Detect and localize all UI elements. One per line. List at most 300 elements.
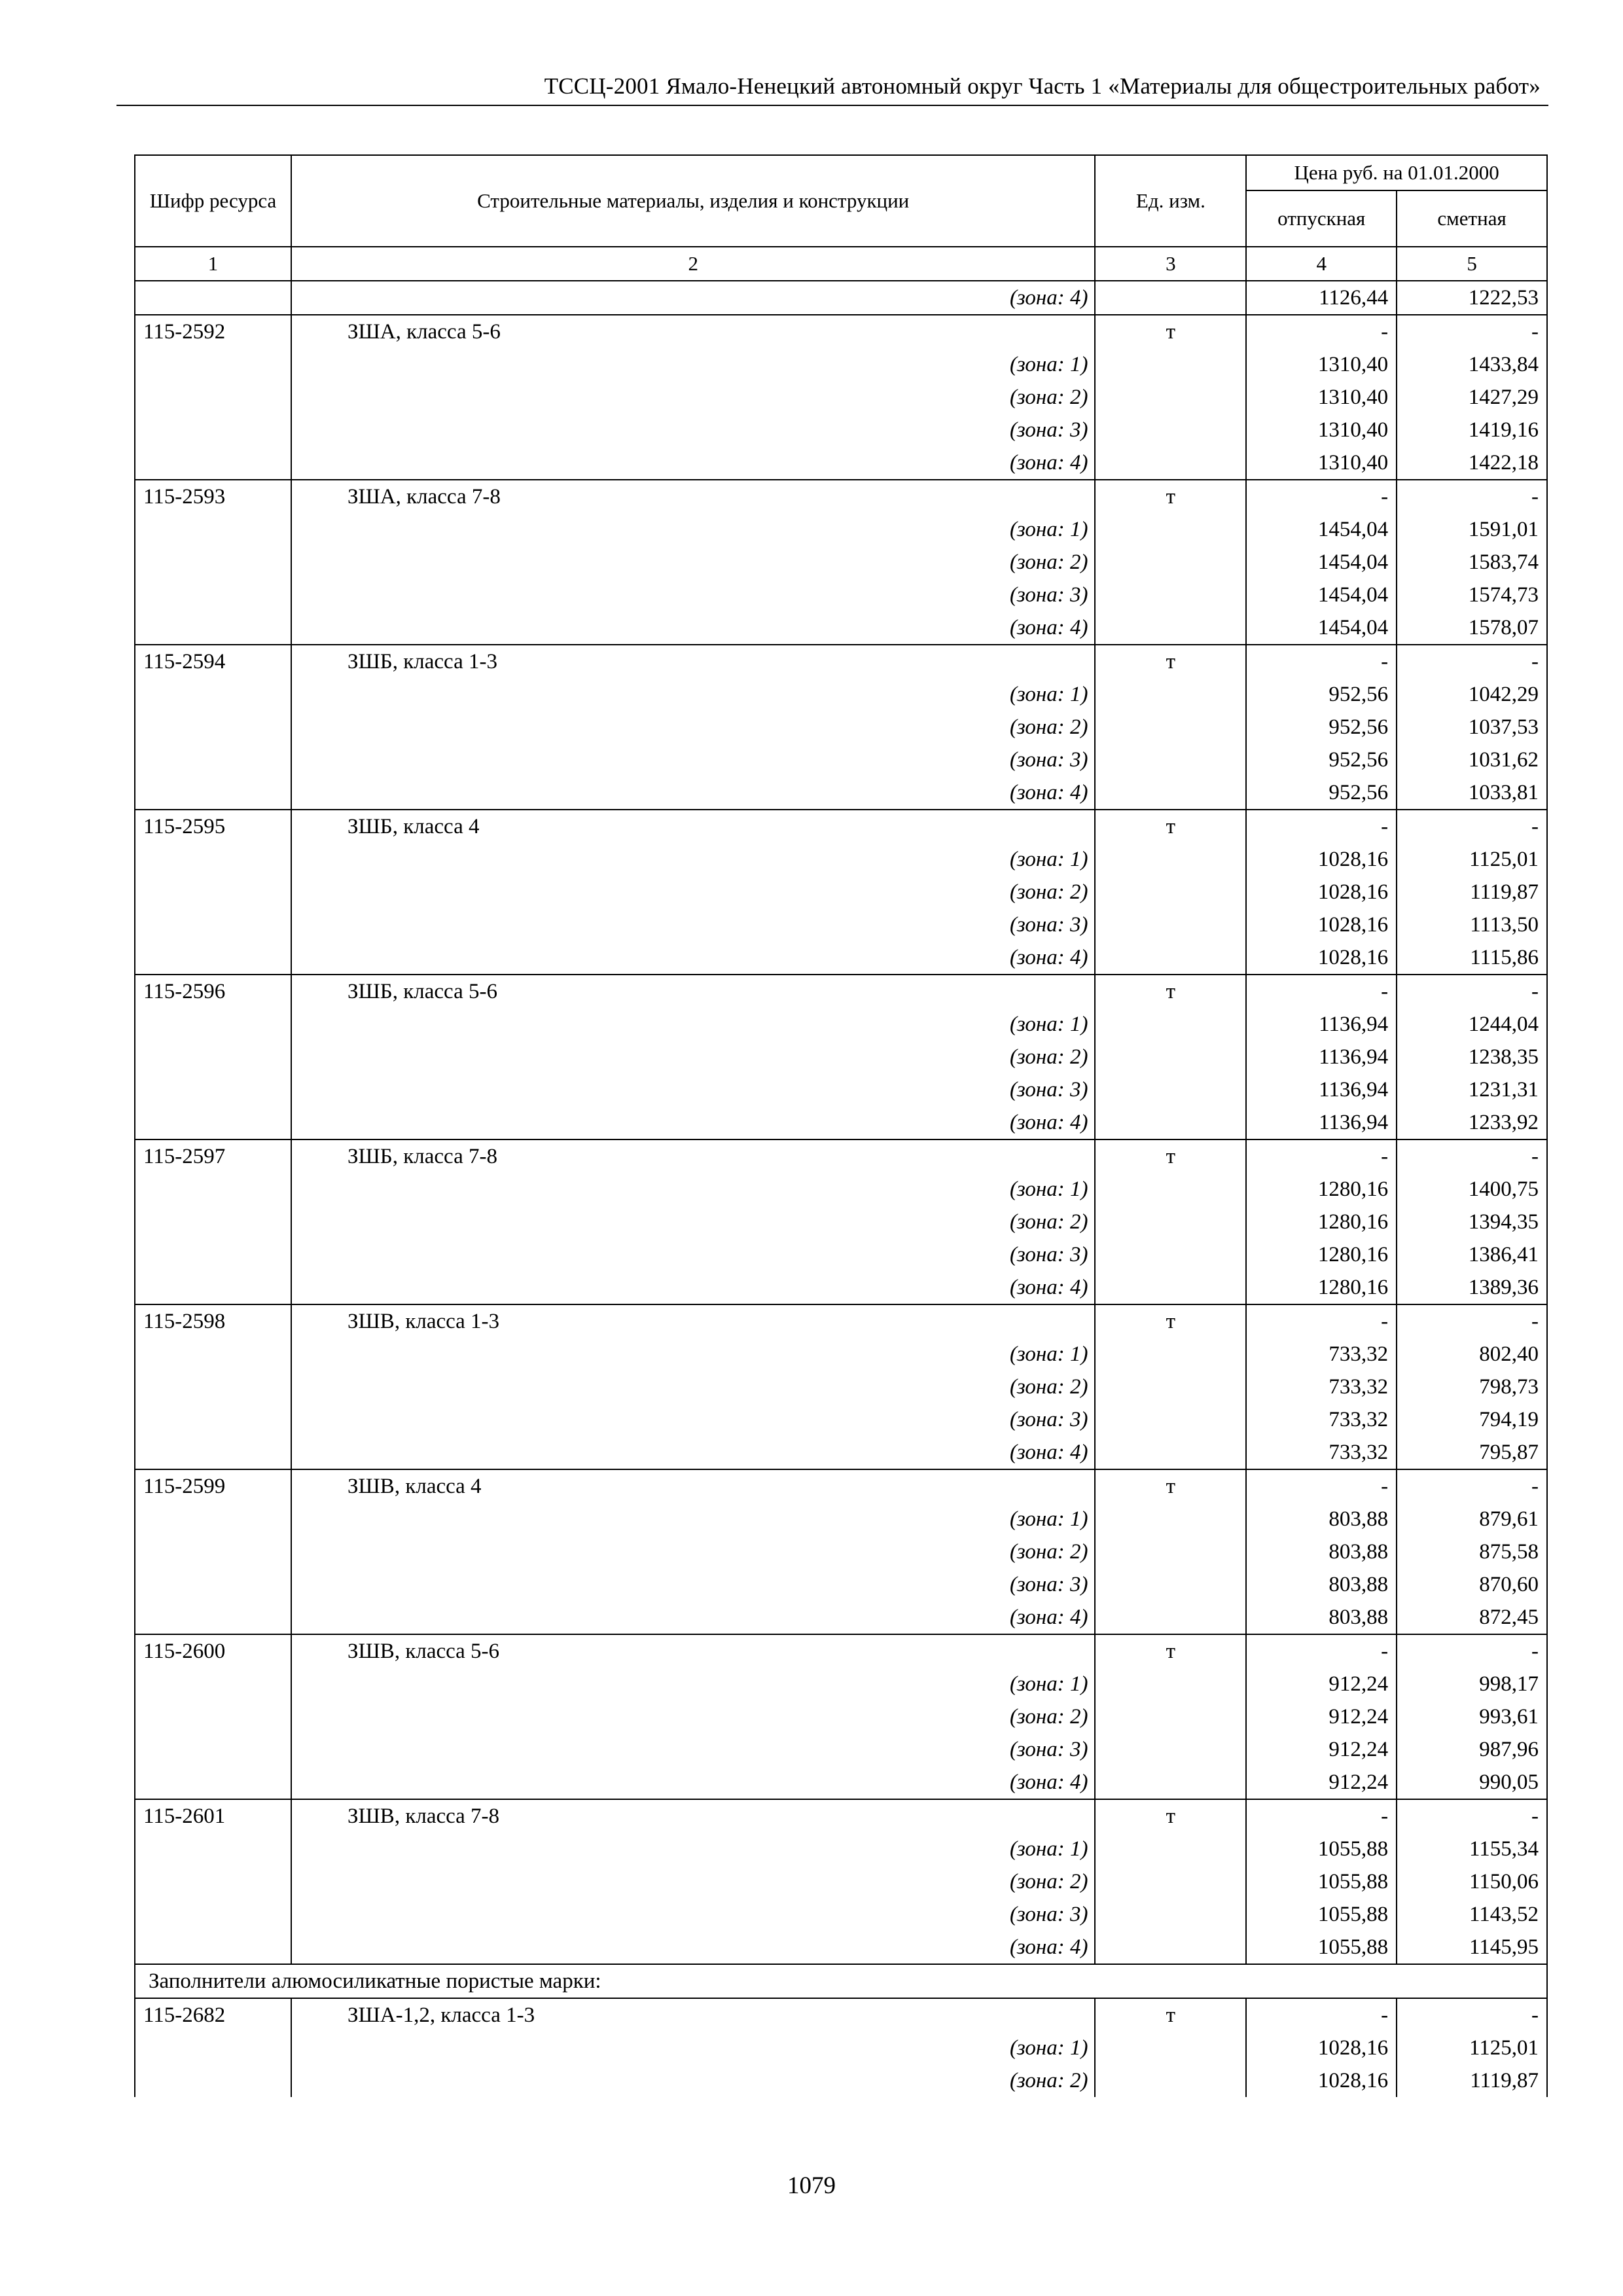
unit: т [1095,1799,1246,1833]
estimate-price: 798,73 [1397,1371,1547,1403]
zone-row [135,1106,1547,1139]
release-price: - [1246,1304,1397,1338]
unit [1095,678,1246,711]
unit [1095,941,1246,975]
material-name: ЗША, класса 7-8 [291,480,1095,513]
unit: т [1095,975,1246,1008]
zone-label: (зона: 4) [291,446,1095,480]
resource-code [135,1073,291,1106]
zone-row [135,1733,1547,1766]
release-price: - [1246,1469,1397,1503]
material-name: ЗШБ, класса 7-8 [291,1139,1095,1173]
header-release: отпускная [1246,190,1397,247]
zone-label: (зона: 4) [291,611,1095,645]
zone-label: (зона: 2) [291,546,1095,579]
unit [1095,579,1246,611]
estimate-price: 1119,87 [1397,2064,1547,2097]
estimate-price: 1115,86 [1397,941,1547,975]
estimate-price: - [1397,1139,1547,1173]
zone-label: (зона: 4) [291,1766,1095,1799]
estimate-price: - [1397,1998,1547,2032]
header-rule [116,105,1548,106]
release-price: 1310,40 [1246,348,1397,381]
estimate-price: 1386,41 [1397,1238,1547,1271]
resource-code [135,446,291,480]
zone-label: (зона: 2) [291,1535,1095,1568]
material-name: ЗШВ, класса 4 [291,1469,1095,1503]
estimate-price: 879,61 [1397,1503,1547,1535]
release-price: 1126,44 [1246,281,1397,315]
zone-label: (зона: 4) [291,1601,1095,1634]
release-price: 1280,16 [1246,1271,1397,1304]
material-name: ЗШБ, класса 5-6 [291,975,1095,1008]
resource-code [135,281,291,315]
resource-code [135,1568,291,1601]
release-price: 952,56 [1246,678,1397,711]
estimate-price: 872,45 [1397,1601,1547,1634]
unit [1095,281,1246,315]
zone-label: (зона: 1) [291,513,1095,546]
unit [1095,1535,1246,1568]
zone-label: (зона: 1) [291,1338,1095,1371]
resource-code [135,579,291,611]
resource-code [135,414,291,446]
estimate-price: 1155,34 [1397,1833,1547,1865]
release-price: 952,56 [1246,776,1397,810]
column-number: 4 [1246,247,1397,281]
unit [1095,1041,1246,1073]
zone-row [135,1668,1547,1700]
unit [1095,381,1246,414]
estimate-price: - [1397,975,1547,1008]
item-row [135,1799,1547,1833]
unit [1095,2032,1246,2064]
item-row [135,975,1547,1008]
zone-label: (зона: 2) [291,1041,1095,1073]
estimate-price: 987,96 [1397,1733,1547,1766]
zone-row [135,1238,1547,1271]
zone-row [135,941,1547,975]
zone-row [135,2064,1547,2097]
resource-code [135,843,291,876]
release-price: 912,24 [1246,1733,1397,1766]
release-price: 912,24 [1246,1766,1397,1799]
zone-row [135,1568,1547,1601]
zone-label: (зона: 2) [291,1700,1095,1733]
zone-label: (зона: 2) [291,381,1095,414]
release-price: - [1246,975,1397,1008]
release-price: - [1246,480,1397,513]
material-name: ЗША-1,2, класса 1-3 [291,1998,1095,2032]
resource-code [135,1106,291,1139]
estimate-price: - [1397,480,1547,513]
unit: т [1095,480,1246,513]
zone-row [135,381,1547,414]
zone-row [135,1700,1547,1733]
release-price: 803,88 [1246,1568,1397,1601]
zone-row [135,1338,1547,1371]
estimate-price: 1244,04 [1397,1008,1547,1041]
resource-code [135,1601,291,1634]
release-price: 1028,16 [1246,2032,1397,2064]
header-name: Строительные материалы, изделия и конструкции [291,155,1095,247]
zone-row [135,776,1547,810]
estimate-price: 1125,01 [1397,843,1547,876]
release-price: 1028,16 [1246,876,1397,908]
estimate-price: - [1397,315,1547,348]
unit [1095,711,1246,744]
unit [1095,1206,1246,1238]
unit [1095,1833,1246,1865]
resource-code [135,908,291,941]
item-row [135,480,1547,513]
release-price: 1310,40 [1246,414,1397,446]
release-price: 952,56 [1246,744,1397,776]
resource-code: 115-2597 [135,1139,291,1173]
resource-code [135,611,291,645]
unit [1095,1568,1246,1601]
resource-code [135,1041,291,1073]
release-price: 1028,16 [1246,843,1397,876]
zone-row [135,711,1547,744]
resource-code [135,776,291,810]
zone-row [135,1865,1547,1898]
estimate-price: 1233,92 [1397,1106,1547,1139]
price-table [134,154,1548,2097]
zone-label: (зона: 3) [291,1733,1095,1766]
zone-row [135,1535,1547,1568]
unit: т [1095,1304,1246,1338]
unit [1095,1106,1246,1139]
unit [1095,1931,1246,1964]
estimate-price: - [1397,1304,1547,1338]
resource-code: 115-2600 [135,1634,291,1668]
zone-row [135,1073,1547,1106]
item-row [135,645,1547,678]
unit [1095,776,1246,810]
resource-code [135,1668,291,1700]
release-price: 733,32 [1246,1338,1397,1371]
resource-code [135,1833,291,1865]
release-price: 1055,88 [1246,1833,1397,1865]
zone-label: (зона: 3) [291,1238,1095,1271]
release-price: 1055,88 [1246,1898,1397,1931]
zone-row [135,513,1547,546]
resource-code: 115-2601 [135,1799,291,1833]
unit [1095,611,1246,645]
release-price: 1055,88 [1246,1865,1397,1898]
zone-label: (зона: 1) [291,1503,1095,1535]
release-price: 803,88 [1246,1535,1397,1568]
zone-row [135,1503,1547,1535]
unit [1095,1173,1246,1206]
resource-code [135,2032,291,2064]
zone-row [135,1601,1547,1634]
resource-code [135,348,291,381]
estimate-price: 1574,73 [1397,579,1547,611]
unit [1095,446,1246,480]
zone-row [135,1898,1547,1931]
release-price: 1310,40 [1246,381,1397,414]
estimate-price: 1143,52 [1397,1898,1547,1931]
resource-code: 115-2596 [135,975,291,1008]
estimate-price: - [1397,1634,1547,1668]
resource-code [135,1535,291,1568]
zone-label: (зона: 3) [291,414,1095,446]
release-price: - [1246,810,1397,843]
zone-label: (зона: 4) [291,1436,1095,1469]
release-price: 912,24 [1246,1700,1397,1733]
release-price: 1454,04 [1246,611,1397,645]
header-code: Шифр ресурса [135,155,291,247]
unit [1095,1008,1246,1041]
estimate-price: - [1397,1469,1547,1503]
estimate-price: - [1397,810,1547,843]
zone-row [135,1206,1547,1238]
release-price: 1280,16 [1246,1173,1397,1206]
zone-label: (зона: 2) [291,1371,1095,1403]
release-price: 1136,94 [1246,1008,1397,1041]
estimate-price: 1145,95 [1397,1931,1547,1964]
zone-label: (зона: 2) [291,876,1095,908]
zone-label: (зона: 3) [291,908,1095,941]
estimate-price: 1422,18 [1397,446,1547,480]
item-row [135,810,1547,843]
estimate-price: 1033,81 [1397,776,1547,810]
zone-label: (зона: 1) [291,843,1095,876]
resource-code [135,941,291,975]
column-number: 2 [291,247,1095,281]
unit [1095,414,1246,446]
page-number: 1079 [787,2172,836,2199]
zone-label: (зона: 1) [291,1833,1095,1865]
resource-code: 115-2593 [135,480,291,513]
zone-row [135,1931,1547,1964]
resource-code [135,744,291,776]
unit [1095,1271,1246,1304]
material-name: ЗШБ, класса 1-3 [291,645,1095,678]
resource-code [135,513,291,546]
unit [1095,1503,1246,1535]
zone-label: (зона: 2) [291,2064,1095,2097]
estimate-price: 1238,35 [1397,1041,1547,1073]
release-price: 1136,94 [1246,1106,1397,1139]
resource-code: 115-2682 [135,1998,291,2032]
zone-row [135,546,1547,579]
resource-code [135,876,291,908]
unit: т [1095,1469,1246,1503]
estimate-price: 1394,35 [1397,1206,1547,1238]
zone-row [135,414,1547,446]
zone-row [135,1041,1547,1073]
material-name: ЗШВ, класса 1-3 [291,1304,1095,1338]
unit [1095,1403,1246,1436]
zone-row [135,1371,1547,1403]
resource-code: 115-2598 [135,1304,291,1338]
unit [1095,1073,1246,1106]
zone-row [135,1008,1547,1041]
unit [1095,2064,1246,2097]
resource-code: 115-2594 [135,645,291,678]
resource-code [135,1766,291,1799]
zone-row [135,1271,1547,1304]
unit: т [1095,645,1246,678]
zone-label: (зона: 1) [291,2032,1095,2064]
column-number: 3 [1095,247,1246,281]
estimate-price: - [1397,645,1547,678]
item-row [135,1304,1547,1338]
resource-code [135,1436,291,1469]
release-price: 1454,04 [1246,513,1397,546]
zone-label: (зона: 4) [291,1271,1095,1304]
unit [1095,1668,1246,1700]
column-number: 5 [1397,247,1547,281]
release-price: 733,32 [1246,1436,1397,1469]
estimate-price: 1113,50 [1397,908,1547,941]
unit [1095,1865,1246,1898]
release-price: - [1246,645,1397,678]
unit [1095,876,1246,908]
release-price: - [1246,1634,1397,1668]
zone-label: (зона: 3) [291,579,1095,611]
zone-label: (зона: 4) [291,776,1095,810]
zone-label: (зона: 2) [291,711,1095,744]
item-row [135,1139,1547,1173]
release-price: 1055,88 [1246,1931,1397,1964]
release-price: - [1246,1799,1397,1833]
release-price: 1028,16 [1246,2064,1397,2097]
header-price-group: Цена руб. на 01.01.2000 [1246,155,1547,190]
estimate-price: 1222,53 [1397,281,1547,315]
zone-label: (зона: 4) [291,281,1095,315]
release-price: - [1246,1998,1397,2032]
unit: т [1095,1139,1246,1173]
group-title: Заполнители алюмосиликатные пористые марки: [135,1964,1547,1998]
zone-label: (зона: 4) [291,1106,1095,1139]
zone-label: (зона: 1) [291,1173,1095,1206]
estimate-price: 1591,01 [1397,513,1547,546]
unit [1095,348,1246,381]
unit [1095,546,1246,579]
zone-row [135,1766,1547,1799]
resource-code [135,1271,291,1304]
resource-code [135,1238,291,1271]
estimate-price: 990,05 [1397,1766,1547,1799]
estimate-price: 1578,07 [1397,611,1547,645]
resource-code [135,2064,291,2097]
release-price: 1028,16 [1246,941,1397,975]
release-price: 1310,40 [1246,446,1397,480]
estimate-price: 875,58 [1397,1535,1547,1568]
resource-code [135,1503,291,1535]
unit [1095,1898,1246,1931]
zone-row [135,744,1547,776]
material-name: ЗШБ, класса 4 [291,810,1095,843]
estimate-price: 1042,29 [1397,678,1547,711]
resource-code [135,1931,291,1964]
resource-code [135,546,291,579]
zone-row [135,446,1547,480]
zone-row [135,1833,1547,1865]
unit [1095,1733,1246,1766]
zone-label: (зона: 1) [291,348,1095,381]
estimate-price: 1427,29 [1397,381,1547,414]
zone-label: (зона: 3) [291,744,1095,776]
estimate-price: 1150,06 [1397,1865,1547,1898]
zone-row [135,1173,1547,1206]
estimate-price: 1419,16 [1397,414,1547,446]
estimate-price: 998,17 [1397,1668,1547,1700]
zone-row [135,2032,1547,2064]
zone-row [135,611,1547,645]
unit: т [1095,315,1246,348]
resource-code [135,1371,291,1403]
resource-code [135,1700,291,1733]
release-price: 952,56 [1246,711,1397,744]
zone-row [135,281,1547,315]
item-row [135,1998,1547,2032]
release-price: 912,24 [1246,1668,1397,1700]
resource-code [135,1008,291,1041]
resource-code [135,1403,291,1436]
resource-code: 115-2592 [135,315,291,348]
release-price: 1454,04 [1246,579,1397,611]
resource-code [135,711,291,744]
unit: т [1095,810,1246,843]
estimate-price: 1031,62 [1397,744,1547,776]
material-name: ЗША, класса 5-6 [291,315,1095,348]
zone-label: (зона: 2) [291,1865,1095,1898]
resource-code: 115-2595 [135,810,291,843]
release-price: 1454,04 [1246,546,1397,579]
zone-row [135,1436,1547,1469]
zone-row [135,843,1547,876]
table-body [135,155,1547,2097]
zone-label: (зона: 2) [291,1206,1095,1238]
resource-code [135,381,291,414]
resource-code [135,1206,291,1238]
estimate-price: - [1397,1799,1547,1833]
release-price: 803,88 [1246,1503,1397,1535]
release-price: 1280,16 [1246,1206,1397,1238]
unit [1095,513,1246,546]
estimate-price: 802,40 [1397,1338,1547,1371]
unit [1095,744,1246,776]
estimate-price: 1125,01 [1397,2032,1547,2064]
resource-code [135,1338,291,1371]
unit [1095,1371,1246,1403]
resource-code [135,1898,291,1931]
header-unit: Ед. изм. [1095,155,1246,247]
estimate-price: 1583,74 [1397,546,1547,579]
unit [1095,908,1246,941]
material-name: ЗШВ, класса 5-6 [291,1634,1095,1668]
release-price: 1280,16 [1246,1238,1397,1271]
resource-code [135,1865,291,1898]
zone-row [135,908,1547,941]
estimate-price: 795,87 [1397,1436,1547,1469]
resource-code: 115-2599 [135,1469,291,1503]
estimate-price: 1433,84 [1397,348,1547,381]
unit: т [1095,1634,1246,1668]
estimate-price: 870,60 [1397,1568,1547,1601]
group-row [135,1964,1547,1998]
header-estimate: сметная [1397,190,1547,247]
release-price: - [1246,1139,1397,1173]
zone-label: (зона: 3) [291,1898,1095,1931]
estimate-price: 1400,75 [1397,1173,1547,1206]
estimate-price: 794,19 [1397,1403,1547,1436]
